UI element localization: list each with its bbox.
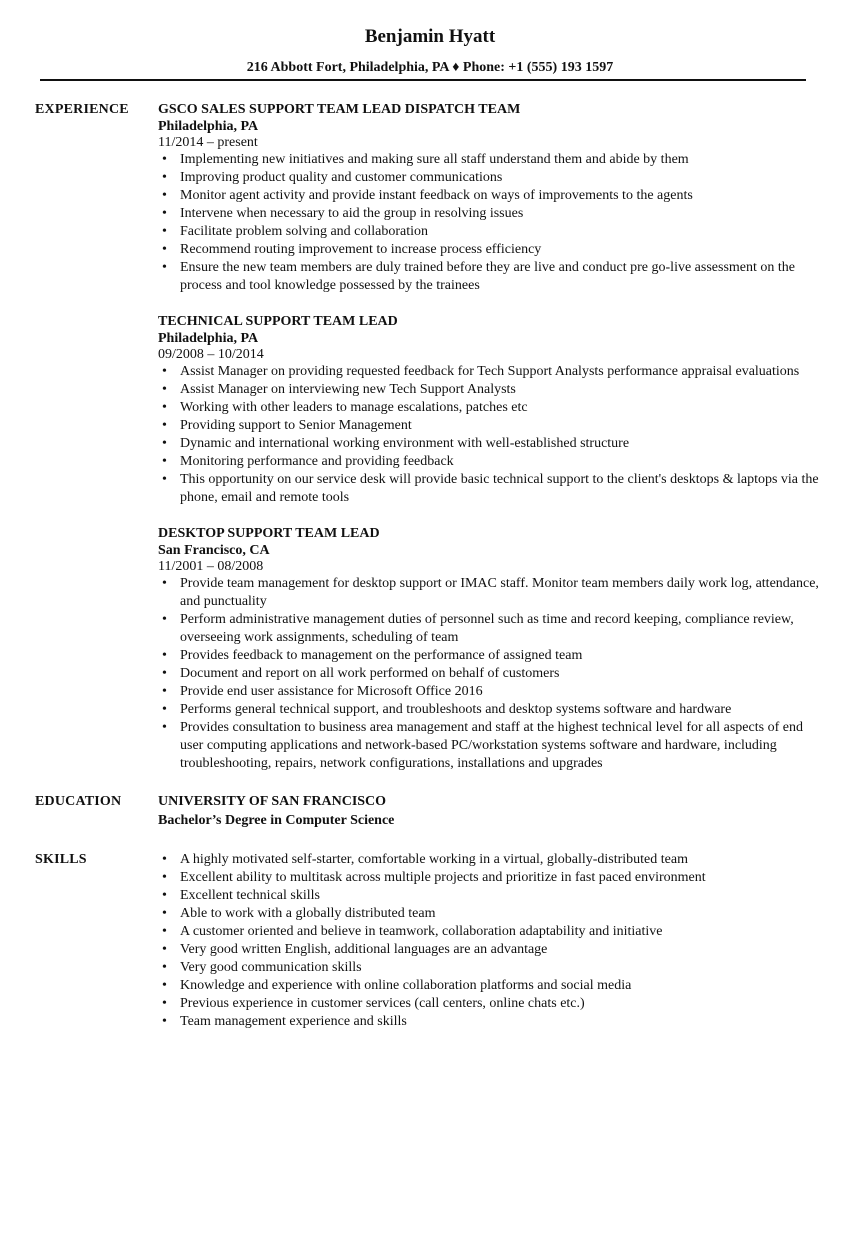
job-location: Philadelphia, PA xyxy=(158,119,259,134)
bullet-item: • Provide team management for desktop support or IMAC staff. Monitor team members daily work log, attendance, and punctuality xyxy=(158,575,820,611)
skill-item: • Excellent ability to multitask across multiple projects and prioritize in fast paced environment xyxy=(158,869,820,887)
bullet-item: • Ensure the new team members are duly trained before they are live and conduct pre go-live assessment on the process and tool knowledge possessed by the trainees xyxy=(158,259,820,295)
bullet-item: • Perform administrative management duties of personnel such as time and record keeping, compliance review, overseeing work assignments, scheduling of team xyxy=(158,611,820,647)
bullet-item: • Intervene when necessary to aid the group in resolving issues xyxy=(158,205,820,223)
skill-item: • A highly motivated self-starter, comfortable working in a virtual, globally-distributed team xyxy=(158,851,820,869)
job-dates: 11/2001 – 08/2008 xyxy=(158,559,264,574)
experience-section xyxy=(0,101,860,773)
bullet-item: • This opportunity on our service desk will provide basic technical support to the client's desktops & laptops via the phone, email and remote tools xyxy=(158,471,820,507)
bullet-item: • Facilitate problem solving and collaboration xyxy=(158,223,820,241)
bullet-item: • Providing support to Senior Management xyxy=(158,417,820,435)
candidate-name: Benjamin Hyatt xyxy=(364,26,496,47)
education-school: UNIVERSITY OF SAN FRANCISCO xyxy=(158,794,387,809)
bullet-item: • Assist Manager on providing requested feedback for Tech Support Analysts performance appraisal evaluations xyxy=(158,363,820,381)
job-title: TECHNICAL SUPPORT TEAM LEAD xyxy=(158,314,398,329)
section-title-experience: EXPERIENCE xyxy=(35,102,129,117)
skill-item: • Previous experience in customer services (call centers, online chats etc.) xyxy=(158,995,820,1013)
contact-line: 216 Abbott Fort, Philadelphia, PA ♦ Phone: +1 (555) 193 1597 xyxy=(246,60,614,75)
bullet-item: • Provides feedback to management on the performance of assigned team xyxy=(158,647,820,665)
skill-item: • Knowledge and experience with online collaboration platforms and social media xyxy=(158,977,820,995)
header-divider xyxy=(40,79,806,81)
job-bullets xyxy=(158,363,820,507)
skill-item: • A customer oriented and believe in teamwork, collaboration adaptability and initiative xyxy=(158,923,820,941)
bullet-item: • Improving product quality and customer communications xyxy=(158,169,820,187)
job-bullets xyxy=(158,151,820,295)
skills-list xyxy=(158,851,820,1031)
job-location: San Francisco, CA xyxy=(158,543,270,558)
job-bullets xyxy=(158,575,820,773)
skill-item: • Very good communication skills xyxy=(158,959,820,977)
skill-item: • Very good written English, additional languages are an advantage xyxy=(158,941,820,959)
bullet-item: • Monitor agent activity and provide instant feedback on ways of improvements to the agents xyxy=(158,187,820,205)
job-title: DESKTOP SUPPORT TEAM LEAD xyxy=(158,526,380,541)
job-entry xyxy=(158,525,820,773)
section-title-skills: SKILLS xyxy=(35,852,87,867)
job-title: GSCO SALES SUPPORT TEAM LEAD DISPATCH TEAM xyxy=(158,102,521,117)
education-degree: Bachelor’s Degree in Computer Science xyxy=(158,813,395,828)
job-location: Philadelphia, PA xyxy=(158,331,259,346)
skill-item: • Able to work with a globally distributed team xyxy=(158,905,820,923)
bullet-item: • Assist Manager on interviewing new Tech Support Analysts xyxy=(158,381,820,399)
job-entry xyxy=(158,313,820,507)
bullet-item: • Implementing new initiatives and making sure all staff understand them and abide by them xyxy=(158,151,820,169)
bullet-item: • Monitoring performance and providing feedback xyxy=(158,453,820,471)
bullet-item: • Document and report on all work performed on behalf of customers xyxy=(158,665,820,683)
skills-section xyxy=(0,851,860,1031)
resume-header xyxy=(0,0,860,77)
job-dates: 09/2008 – 10/2014 xyxy=(158,347,264,362)
job-entry xyxy=(158,101,820,295)
bullet-item: • Dynamic and international working environment with well-established structure xyxy=(158,435,820,453)
section-title-education: EDUCATION xyxy=(35,794,122,809)
bullet-item: • Recommend routing improvement to increase process efficiency xyxy=(158,241,820,259)
bullet-item: • Performs general technical support, and troubleshoots and desktop systems software and hardware xyxy=(158,701,820,719)
job-dates: 11/2014 – present xyxy=(158,135,258,150)
skill-item: • Excellent technical skills xyxy=(158,887,820,905)
bullet-item: • Working with other leaders to manage escalations, patches etc xyxy=(158,399,820,417)
skill-item: • Team management experience and skills xyxy=(158,1013,820,1031)
bullet-item: • Provide end user assistance for Microsoft Office 2016 xyxy=(158,683,820,701)
education-section xyxy=(0,793,860,831)
bullet-item: • Provides consultation to business area management and staff at the highest technical level for all aspects of end user computing applications and network-based PC/workstation systems software and hardware, including troubleshooting, repairs, network configurations, installations and upgrades xyxy=(158,719,820,773)
